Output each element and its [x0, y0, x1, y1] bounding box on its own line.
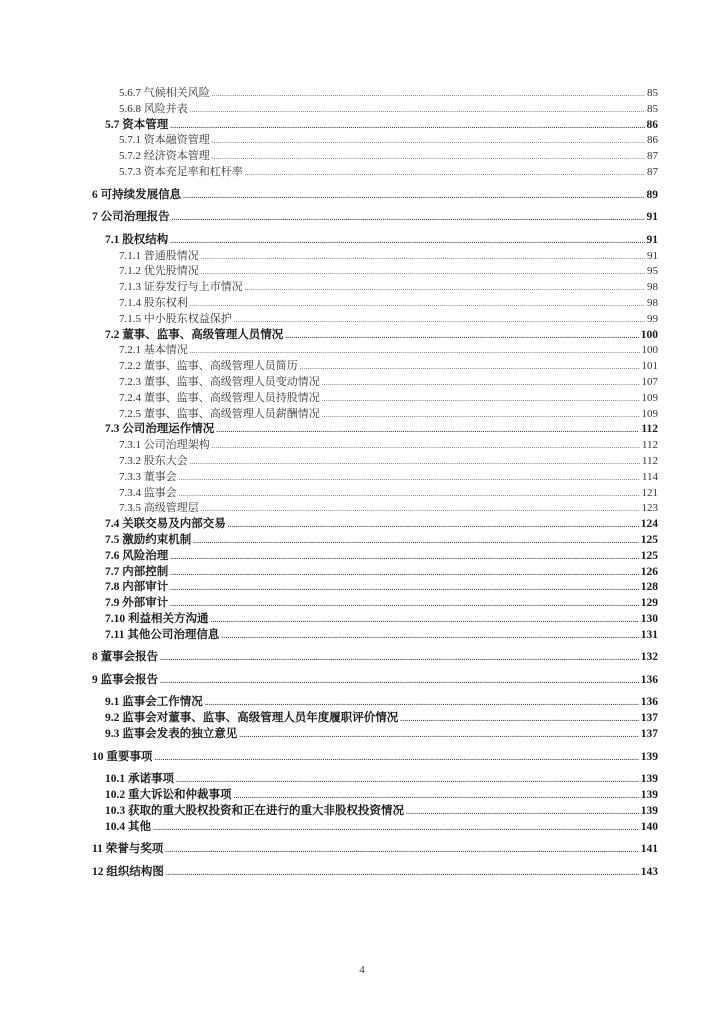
toc-entry-page: 87 — [647, 165, 658, 178]
toc-entry-title: 10.4 其他 — [105, 820, 151, 833]
toc-entry-page: 137 — [640, 728, 658, 741]
toc-entry-title: 7 公司治理报告 — [92, 211, 170, 224]
toc-entry[interactable] — [92, 102, 658, 118]
toc-dot-leader — [322, 375, 640, 392]
toc-entry[interactable] — [92, 233, 658, 249]
toc-entry[interactable] — [92, 422, 658, 438]
toc-entry[interactable] — [92, 249, 658, 265]
toc-entry-page: 107 — [641, 375, 658, 388]
toc-dot-leader — [176, 772, 639, 789]
toc-dot-leader — [166, 865, 639, 882]
toc-entry[interactable] — [92, 842, 658, 858]
toc-dot-leader — [300, 359, 640, 376]
toc-entry-title: 7.3.3 董事会 — [119, 470, 177, 483]
toc-dot-leader — [179, 470, 640, 487]
toc-entry-title: 7.4 关联交易及内部交易 — [105, 518, 226, 531]
toc-entry[interactable] — [92, 650, 658, 666]
toc-entry[interactable] — [92, 343, 658, 359]
toc-entry-page: 139 — [640, 750, 658, 763]
toc-dot-leader — [212, 86, 645, 103]
toc-entry-page: 139 — [640, 773, 658, 786]
toc-entry[interactable] — [92, 391, 658, 407]
toc-entry-title: 10.3 获取的重大股权投资和正在进行的重大非股权投资情况 — [105, 804, 404, 817]
toc-entry-page: 141 — [640, 843, 658, 856]
toc-entry-title: 7.2 董事、监事、高级管理人员情况 — [105, 328, 284, 341]
toc-entry-title: 7.1 股权结构 — [105, 233, 169, 246]
toc-entry[interactable] — [92, 486, 658, 502]
toc-entry-title: 10.2 重大诉讼和仲裁事项 — [105, 789, 232, 802]
toc-entry[interactable] — [92, 820, 658, 836]
toc-entry-page: 121 — [641, 486, 658, 499]
toc-dot-leader — [201, 501, 640, 518]
toc-entry[interactable] — [92, 727, 658, 743]
toc-dot-leader — [234, 312, 645, 329]
toc-entry[interactable] — [92, 375, 658, 391]
toc-dot-leader — [179, 486, 640, 503]
toc-dot-leader — [205, 695, 639, 712]
toc-entry-title: 7.3.2 股东大会 — [119, 454, 188, 467]
toc-entry[interactable] — [92, 750, 658, 766]
toc-entry-title: 7.8 内部审计 — [105, 581, 169, 594]
toc-dot-leader — [285, 328, 639, 345]
toc-entry-title: 7.6 风险治理 — [105, 549, 169, 562]
toc-entry[interactable] — [92, 673, 658, 689]
toc-entry-page: 129 — [640, 597, 658, 610]
toc-dot-leader — [245, 280, 645, 297]
toc-entry-title: 9 监事会报告 — [92, 673, 159, 686]
toc-entry[interactable] — [92, 533, 658, 549]
toc-entry[interactable] — [92, 788, 658, 804]
toc-entry-page: 112 — [641, 423, 658, 436]
toc-entry-page: 91 — [647, 249, 658, 262]
toc-entry-page: 86 — [647, 134, 658, 147]
toc-entry-page: 112 — [641, 439, 658, 452]
toc-entry-page: 136 — [640, 673, 658, 686]
toc-entry-page: 86 — [646, 118, 658, 131]
toc-entry-title: 9.2 监事会对董事、监事、高级管理人员年度履职评价情况 — [105, 712, 399, 725]
toc-dot-leader — [212, 438, 640, 455]
toc-dot-leader — [153, 820, 639, 837]
toc-dot-leader — [160, 650, 639, 667]
toc-entry-title: 5.7.2 经济资本管理 — [119, 150, 210, 163]
toc-entry-page: 109 — [641, 407, 658, 420]
toc-entry-page: 137 — [640, 712, 658, 725]
toc-entry-page: 131 — [640, 628, 658, 641]
toc-entry[interactable] — [92, 149, 658, 165]
toc-entry-page: 98 — [647, 281, 658, 294]
toc-dot-leader — [201, 264, 645, 281]
toc-entry-page: 125 — [640, 549, 658, 562]
toc-entry-title: 9.3 监事会发表的独立意见 — [105, 728, 238, 741]
toc-entry-page: 139 — [640, 789, 658, 802]
toc-dot-leader — [170, 118, 644, 135]
toc-entry[interactable] — [92, 296, 658, 312]
toc-entry-page: 91 — [646, 211, 658, 224]
toc-entry-page: 89 — [646, 188, 658, 201]
toc-entry-page: 109 — [641, 391, 658, 404]
toc-entry-page: 126 — [640, 565, 658, 578]
toc-dot-leader — [170, 233, 644, 250]
toc-entry-page: 100 — [640, 328, 658, 341]
toc-dot-leader — [400, 711, 639, 728]
toc-entry-title: 7.2.2 董事、监事、高级管理人员简历 — [119, 360, 298, 373]
toc-entry[interactable] — [92, 118, 658, 134]
toc-entry[interactable] — [92, 470, 658, 486]
toc-entry-title: 7.3.1 公司治理架构 — [119, 439, 210, 452]
toc-entry-title: 10 重要事项 — [92, 750, 153, 763]
toc-entry-title: 12 组织结构图 — [92, 865, 164, 878]
toc-entry-page: 101 — [641, 360, 658, 373]
toc-entry-title: 7.1.2 优先股情况 — [119, 265, 199, 278]
toc-entry-title: 7.2.3 董事、监事、高级管理人员变动情况 — [119, 375, 320, 388]
toc-entry[interactable] — [92, 133, 658, 149]
toc-entry-page: 136 — [640, 696, 658, 709]
toc-entry-title: 5.7.3 资本充足率和杠杆率 — [119, 165, 243, 178]
toc-entry[interactable] — [92, 210, 658, 226]
toc-entry-page: 143 — [640, 865, 658, 878]
toc-dot-leader — [170, 549, 639, 566]
toc-dot-leader — [212, 133, 645, 150]
toc-dot-leader — [193, 533, 639, 550]
toc-entry[interactable] — [92, 328, 658, 344]
toc-entry-page: 139 — [640, 804, 658, 817]
toc-entry[interactable] — [92, 580, 658, 596]
toc-entry-title: 5.7.1 资本融资管理 — [119, 134, 210, 147]
toc-entry-title: 7.1.1 普通股情况 — [119, 249, 199, 262]
toc-dot-leader — [190, 296, 645, 313]
toc-entry-title: 7.1.5 中小股东权益保护 — [119, 312, 232, 325]
toc-entry[interactable] — [92, 565, 658, 581]
toc-entry[interactable] — [92, 165, 658, 181]
toc-dot-leader — [170, 596, 639, 613]
toc-dot-leader — [212, 149, 645, 166]
toc-entry-title: 7.3 公司治理运作情况 — [105, 423, 215, 436]
toc-entry-title: 7.11 其他公司治理信息 — [105, 628, 220, 641]
toc-entry-title: 7.2.4 董事、监事、高级管理人员持股情况 — [119, 391, 320, 404]
toc-dot-leader — [190, 454, 640, 471]
toc-entry-title: 9.1 监事会工作情况 — [105, 696, 203, 709]
toc-dot-leader — [322, 407, 640, 424]
toc-dot-leader — [228, 517, 639, 534]
toc-entry-page: 140 — [640, 820, 658, 833]
toc-dot-leader — [183, 188, 644, 205]
toc-entry[interactable] — [92, 804, 658, 820]
toc-entry-title: 7.3.4 监事会 — [119, 486, 177, 499]
toc-entry-page: 123 — [641, 502, 658, 515]
toc-entry[interactable] — [92, 188, 658, 204]
toc-dot-leader — [322, 391, 640, 408]
toc-entry[interactable] — [92, 454, 658, 470]
toc-entry-title: 8 董事会报告 — [92, 651, 159, 664]
toc-entry-page: 85 — [647, 102, 658, 115]
toc-entry-title: 7.7 内部控制 — [105, 565, 169, 578]
page-number: 4 — [359, 964, 365, 976]
toc-entry-page: 114 — [641, 470, 658, 483]
toc-entry-title: 7.3.5 高级管理层 — [119, 502, 199, 515]
toc-entry[interactable] — [92, 695, 658, 711]
toc-entry[interactable] — [92, 772, 658, 788]
toc-dot-leader — [201, 249, 645, 266]
toc-entry-page: 124 — [640, 518, 658, 531]
toc-entry[interactable] — [92, 596, 658, 612]
toc-entry-page: 100 — [641, 344, 658, 357]
toc-dot-leader — [406, 804, 639, 821]
toc-entry[interactable] — [92, 865, 658, 881]
toc-dot-leader — [170, 565, 639, 582]
toc-entry-title: 7.10 利益相关方沟通 — [105, 612, 209, 625]
toc-entry[interactable] — [92, 407, 658, 423]
toc-entry-title: 7.2.1 基本情况 — [119, 344, 188, 357]
toc-dot-leader — [245, 165, 645, 182]
toc-dot-leader — [165, 842, 639, 859]
toc-entry-title: 7.1.3 证券发行与上市情况 — [119, 281, 243, 294]
table-of-contents — [92, 86, 658, 881]
toc-dot-leader — [170, 580, 639, 597]
toc-entry-title: 5.6.7 气候相关风险 — [119, 87, 210, 99]
toc-dot-leader — [154, 750, 638, 767]
toc-entry-page: 112 — [641, 454, 658, 467]
toc-entry[interactable] — [92, 501, 658, 517]
toc-entry[interactable] — [92, 359, 658, 375]
toc-entry[interactable] — [92, 264, 658, 280]
toc-dot-leader — [234, 788, 639, 805]
toc-entry-title: 7.1.4 股东权利 — [119, 296, 188, 309]
toc-dot-leader — [216, 422, 639, 439]
toc-entry[interactable] — [92, 711, 658, 727]
toc-entry-title: 10.1 承诺事项 — [105, 773, 174, 786]
toc-entry-page: 130 — [640, 612, 658, 625]
toc-entry-page: 85 — [647, 87, 658, 99]
toc-entry[interactable] — [92, 612, 658, 628]
toc-entry-page: 125 — [640, 533, 658, 546]
toc-dot-leader — [190, 102, 645, 119]
toc-dot-leader — [160, 673, 639, 690]
toc-entry-page: 91 — [646, 233, 658, 246]
toc-entry-title: 5.6.8 风险并表 — [119, 102, 188, 115]
toc-entry[interactable] — [92, 628, 658, 644]
toc-dot-leader — [211, 612, 639, 629]
toc-entry-title: 7.5 激励约束机制 — [105, 533, 192, 546]
toc-entry[interactable] — [92, 312, 658, 328]
toc-entry-page: 98 — [647, 296, 658, 309]
toc-dot-leader — [172, 210, 645, 227]
toc-entry-page: 95 — [647, 265, 658, 278]
toc-entry-page: 128 — [640, 581, 658, 594]
toc-entry-title: 5.7 资本管理 — [105, 118, 169, 131]
toc-entry-title: 6 可持续发展信息 — [92, 188, 182, 201]
toc-entry[interactable] — [92, 438, 658, 454]
toc-entry-page: 87 — [647, 150, 658, 163]
toc-dot-leader — [221, 628, 638, 645]
toc-entry-title: 11 荣誉与奖项 — [92, 843, 164, 856]
toc-entry-page: 99 — [647, 312, 658, 325]
toc-entry[interactable] — [92, 517, 658, 533]
toc-entry-title: 7.2.5 董事、监事、高级管理人员薪酬情况 — [119, 407, 320, 420]
toc-dot-leader — [239, 727, 639, 744]
toc-entry[interactable] — [92, 86, 658, 102]
toc-entry[interactable] — [92, 280, 658, 296]
toc-entry[interactable] — [92, 549, 658, 565]
toc-entry-page: 132 — [640, 651, 658, 664]
toc-entry-title: 7.9 外部审计 — [105, 597, 169, 610]
toc-dot-leader — [190, 343, 640, 360]
